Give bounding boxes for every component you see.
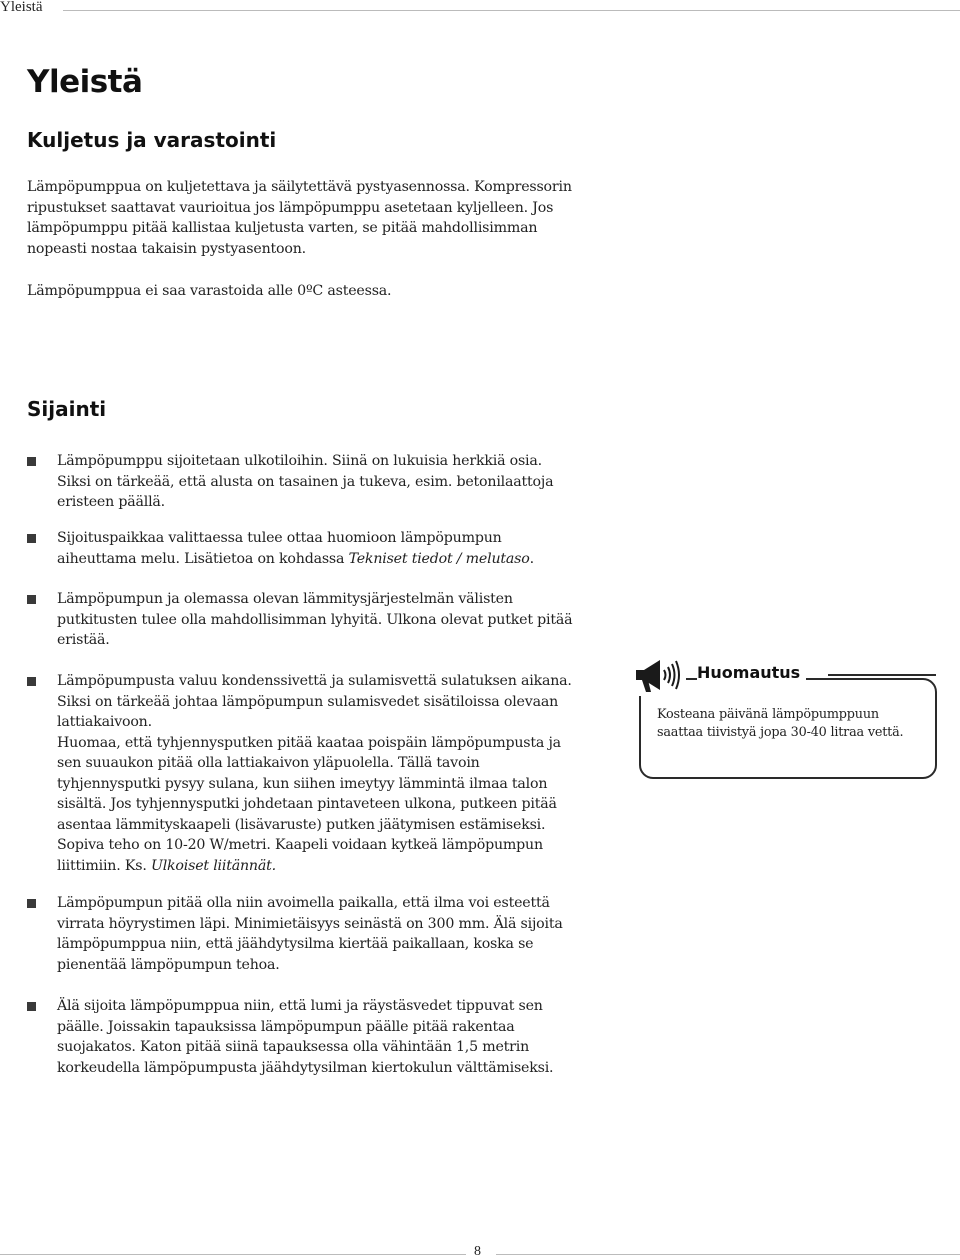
running-header: Yleistä (0, 0, 43, 15)
list-item-text: Sijoituspaikkaa valittaessa tulee ottaa huomioon lämpöpumpun aiheuttama melu. Lisätietoa on kohdassa Tekniset tiedot / melutaso. (57, 530, 534, 567)
bullet-square-icon (27, 595, 36, 604)
bullet-square-icon (27, 899, 36, 908)
page-title: Yleistä (27, 64, 143, 100)
note-title: Huomautus (697, 663, 806, 682)
bullet-square-icon (27, 1002, 36, 1011)
cross-reference: Ulkoiset liitännät. (150, 857, 276, 874)
page-number: 8 (474, 1244, 481, 1259)
cross-reference: Tekniset tiedot / melutaso (348, 550, 530, 567)
list-item-text: Älä sijoita lämpöpumppua niin, että lumi ja räystäsvedet tippuvat sen päälle. Joissakin tapauksissa lämpöpumpun päälle pitää rakentaa suojakatos. Katon pitää siinä tapauksessa olla vähintään 1,5 metrin korkeudella lämpöpumpusta jäähdytysilman kiertokulun välttämiseksi. (57, 998, 554, 1076)
note-title-rule (828, 674, 936, 676)
bullet-square-icon (27, 534, 36, 543)
list-item-text: Lämpöpumppu sijoitetaan ulkotiloihin. Siinä on lukuisia herkkiä osia. Siksi on tärkeää, että alusta on tasainen ja tukeva, esim. betonilaattoja eristeen päällä. (57, 453, 554, 510)
bullet-square-icon (27, 677, 36, 686)
paragraph-transport: Lämpöpumppua on kuljetettava ja säilytettävä pystyasennossa. Kompressorin ripustukset saattavat vaurioitua jos lämpöpumppu asetetaan kyljelleen. Jos lämpöpumppu pitää kallistaa kuljetusta varten, se pitää mahdollisimman nopeasti nostaa takaisin pystyasentoon. (27, 179, 572, 257)
section-heading-sijainti: Sijainti (27, 397, 107, 421)
paragraph-storage: Lämpöpumppua ei saa varastoida alle 0ºC asteessa. (27, 283, 392, 299)
list-item-text: Lämpöpumpusta valuu kondenssivettä ja sulamisvettä sulatuksen aikana. Siksi on tärkeää johtaa lämpöpumpun sulamisvedet sisätiloissa olevaan lattiakaivoon. Huomaa, että tyhjennysputken pitää kaataa poispäin lämpöpumpusta ja sen suuaukon pitää olla lattiakaivon yläpuolella. Tällä tavoin tyhjennysputki pysyy sulana, kun siihen imeytyy lämmintä ilmaa talon sisältä. Jos tyhjennysputki johdetaan pintaveteen ulkona, putkeen pitää asentaa lämmityskaapeli (lisävaruste) putken jäätymisen estämiseksi. Sopiva teho on 10-20 W/metri. Kaapeli voidaan kytkeä lämpöpumpun liittimiin. Ks. Ulkoiset liitännät. (57, 673, 572, 874)
footer-rule (496, 1254, 960, 1255)
list-item-text: Lämpöpumpun ja olemassa olevan lämmitysjärjestelmän välisten putkitusten tulee olla mahdollisimman lyhyitä. Ulkona olevat putket pitää eristää. (57, 591, 573, 648)
list-item-text: Lämpöpumpun pitää olla niin avoimella paikalla, että ilma voi esteettä virrata höyrystimen läpi. Minimietäisyys seinästä on 300 mm. Älä sijoita lämpöpumppua niin, että jäähdytysilma kiertää paikallaan, koska se pienentää lämpöpumpun tehoa. (57, 895, 563, 973)
megaphone-icon (630, 656, 686, 696)
note-text: Kosteana päivänä lämpöpumppuun saattaa tiivistyä jopa 30-40 litraa vettä. (657, 707, 904, 740)
header-rule (63, 10, 960, 11)
footer-rule (0, 1254, 466, 1255)
section-heading-kuljetus: Kuljetus ja varastointi (27, 128, 277, 152)
bullet-square-icon (27, 457, 36, 466)
